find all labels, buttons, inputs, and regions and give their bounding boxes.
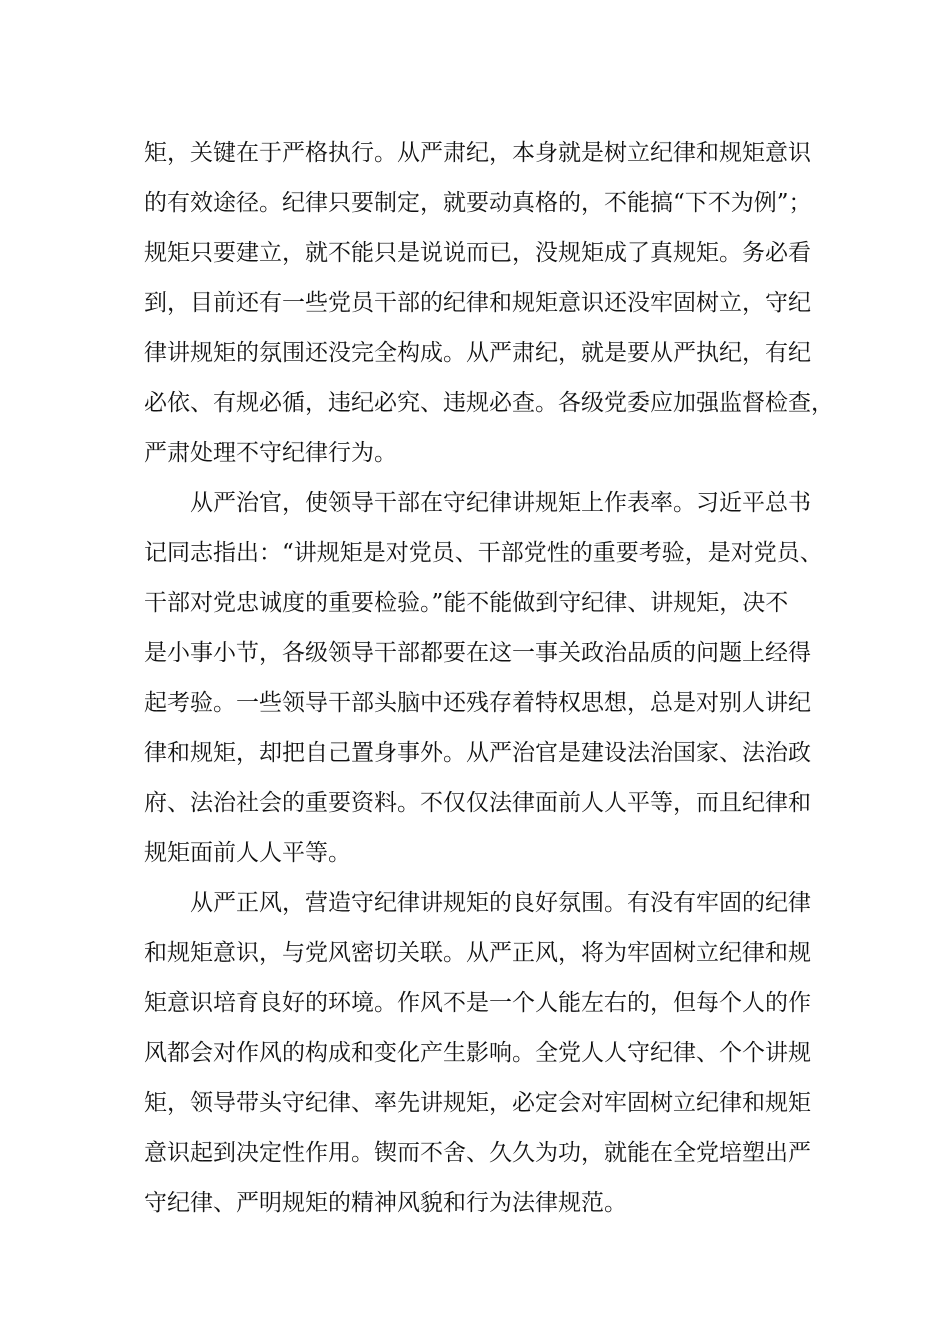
text-line: 是小事小节，各级领导干部都要在这一事关政治品质的问题上经得	[144, 640, 811, 666]
paragraph-1	[144, 128, 834, 478]
paragraph-3	[144, 878, 834, 1228]
text-line: 从严治官，使领导干部在守纪律讲规矩上作表率。习近平总书	[190, 490, 811, 516]
text-line: 守纪律、严明规矩的精神风貌和行为法律规范。	[144, 1190, 627, 1216]
text-line: 律和规矩，却把自己置身事外。从严治官是建设法治国家、法治政	[144, 740, 811, 766]
text-line: 干部对党忠诚度的重要检验。”能不能做到守纪律、讲规矩，决不	[144, 590, 789, 616]
text-line: 律讲规矩的氛围还没完全构成。从严肃纪，就是要从严执纪，有纪	[144, 340, 811, 366]
text-line: 必依、有规必循，违纪必究、违规必查。各级党委应加强监督检查，	[144, 390, 834, 416]
text-line: 记同志指出：“讲规矩是对党员、干部党性的重要考验，是对党员、	[144, 540, 823, 566]
text-line: 矩意识培育良好的环境。作风不是一个人能左右的，但每个人的作	[144, 990, 811, 1016]
text-line: 府、法治社会的重要资料。不仅仅法律面前人人平等，而且纪律和	[144, 790, 811, 816]
text-line: 和规矩意识，与党风密切关联。从严正风，将为牢固树立纪律和规	[144, 940, 811, 966]
text-line: 矩，关键在于严格执行。从严肃纪，本身就是树立纪律和规矩意识	[144, 140, 811, 166]
text-line: 矩，领导带头守纪律、率先讲规矩，必定会对牢固树立纪律和规矩	[144, 1090, 811, 1116]
text-line: 到，目前还有一些党员干部的纪律和规矩意识还没牢固树立，守纪	[144, 290, 811, 316]
text-line: 从严正风，营造守纪律讲规矩的良好氛围。有没有牢固的纪律	[190, 890, 811, 916]
text-line: 规矩只要建立，就不能只是说说而已，没规矩成了真规矩。务必看	[144, 240, 811, 266]
text-line: 规矩面前人人平等。	[144, 840, 351, 866]
text-line: 意识起到决定性作用。锲而不舍、久久为功，就能在全党培塑出严	[144, 1140, 811, 1166]
text-line: 起考验。一些领导干部头脑中还残存着特权思想，总是对别人讲纪	[144, 690, 811, 716]
text-line: 严肃处理不守纪律行为。	[144, 440, 397, 466]
text-line: 的有效途径。纪律只要制定，就要动真格的，不能搞“下不为例”；	[144, 190, 812, 216]
text-line: 风都会对作风的构成和变化产生影响。全党人人守纪律、个个讲规	[144, 1040, 811, 1066]
paragraph-2	[144, 478, 834, 878]
document-body	[144, 128, 834, 1228]
